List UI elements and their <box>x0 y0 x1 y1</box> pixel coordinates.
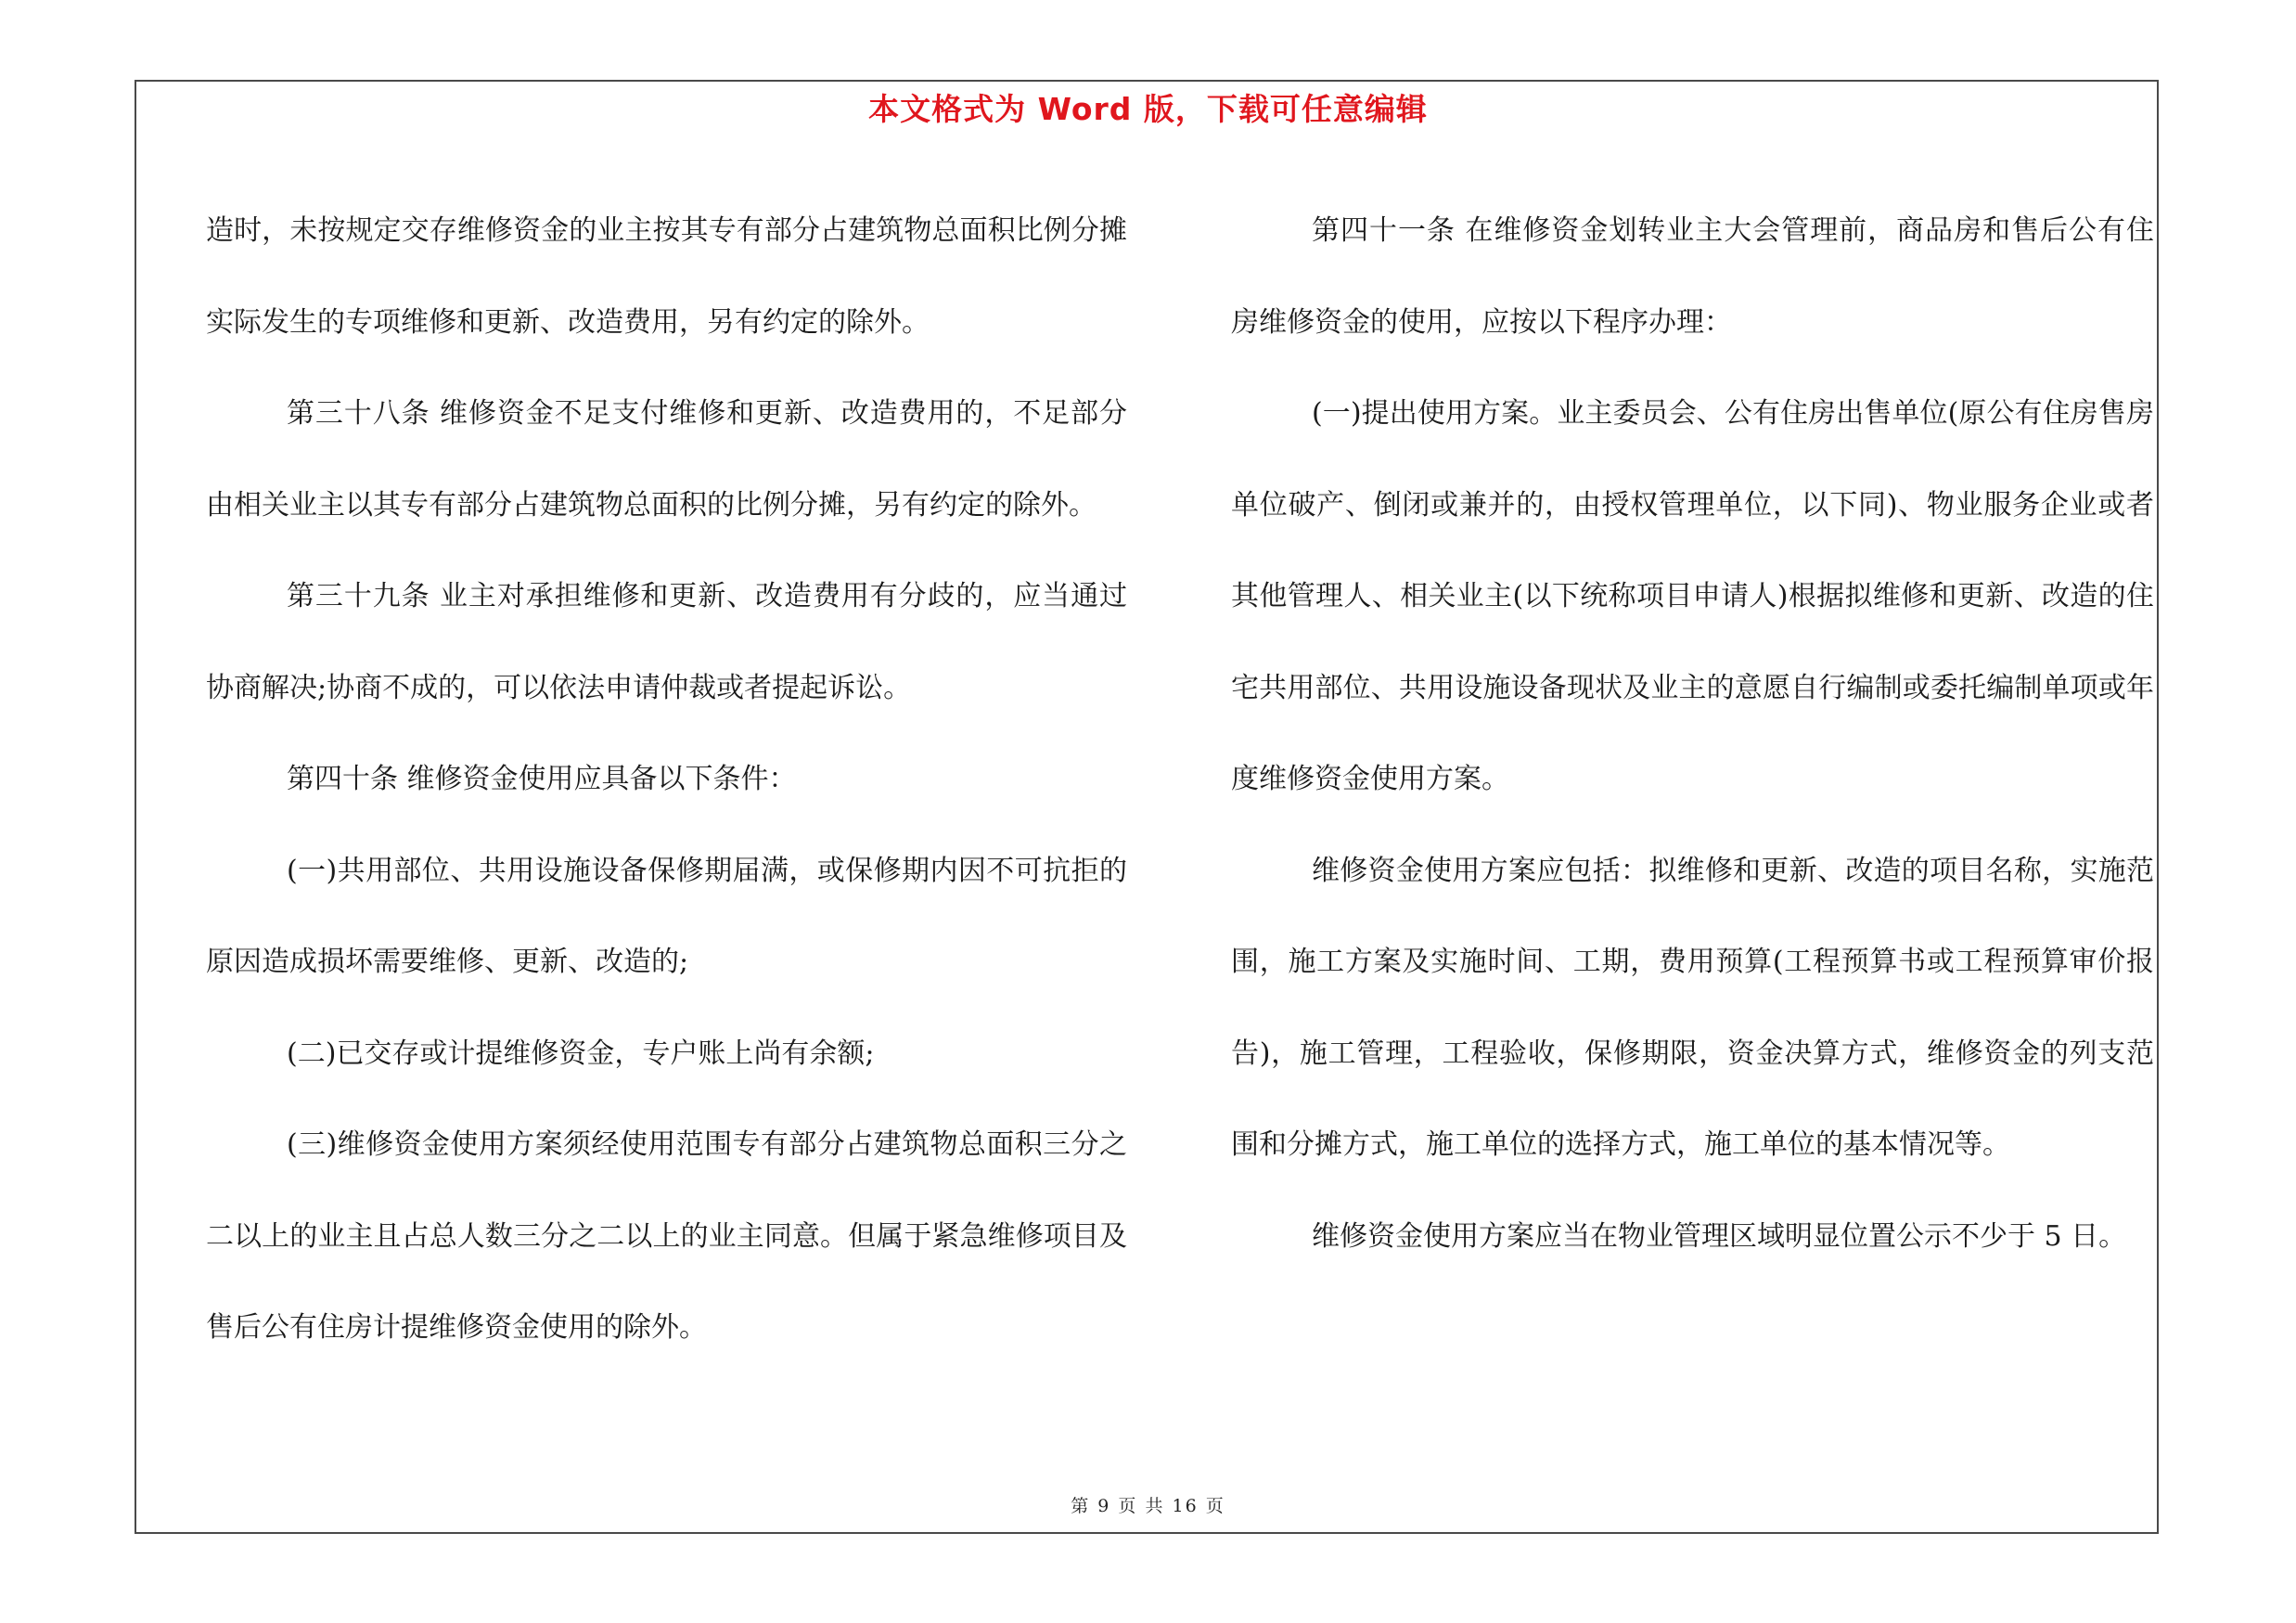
paragraph: 第四十一条 在维修资金划转业主大会管理前，商品房和售后公有住房维修资金的使用，应按以下程序办理： <box>1231 214 2154 339</box>
paragraph: (一)提出使用方案。业主委员会、公有住房出售单位(原公有住房售房单位破产、倒闭或兼并的，由授权管理单位，以下同)、物业服务企业或者其他管理人、相关业主(以下统称项目申请人)根据拟维修和更新、改造的住宅共用部位、共用设施设备现状及业主的意愿自行编制或委托编制单项或年度维修资金使用方案。 <box>1231 397 2154 795</box>
paragraph: 第三十八条 维修资金不足支付维修和更新、改造费用的，不足部分由相关业主以其专有部分占建筑物总面积的比例分摊，另有约定的除外。 <box>206 397 1127 522</box>
page-number: 第 9 页 共 16 页 <box>1071 1496 1225 1516</box>
paragraph: (二)已交存或计提维修资金，专户账上尚有余额; <box>287 1037 875 1070</box>
paragraph: (三)维修资金使用方案须经使用范围专有部分占建筑物总面积三分之二以上的业主且占总人数三分之二以上的业主同意。但属于紧急维修项目及售后公有住房计提维修资金使用的除外。 <box>206 1128 1127 1344</box>
paragraph: 维修资金使用方案应当在物业管理区域明显位置公示不少于 5 日。 <box>1312 1219 2127 1253</box>
left-column <box>206 186 1127 1374</box>
format-banner: 本文格式为 Word 版，下载可任意编辑 <box>868 91 1428 127</box>
paragraph: 维修资金使用方案应包括：拟维修和更新、改造的项目名称，实施范围，施工方案及实施时间、工期，费用预算(工程预算书或工程预算审价报告)，施工管理，工程验收，保修期限，资金决算方式，维修资金的列支范围和分摊方式，施工单位的选择方式，施工单位的基本情况等。 <box>1231 854 2154 1161</box>
paragraph: 第四十条 维修资金使用应具备以下条件： <box>287 763 797 795</box>
paragraph: (一)共用部位、共用设施设备保修期届满，或保修期内因不可抗拒的原因造成损坏需要维修、更新、改造的; <box>206 854 1127 978</box>
right-column <box>1231 186 2154 1282</box>
paragraph: 第三十九条 业主对承担维修和更新、改造费用有分歧的，应当通过协商解决;协商不成的，可以依法申请仲裁或者提起诉讼。 <box>206 580 1127 704</box>
paragraph: 造时，未按规定交存维修资金的业主按其专有部分占建筑物总面积比例分摊实际发生的专项维修和更新、改造费用，另有约定的除外。 <box>206 214 1127 339</box>
